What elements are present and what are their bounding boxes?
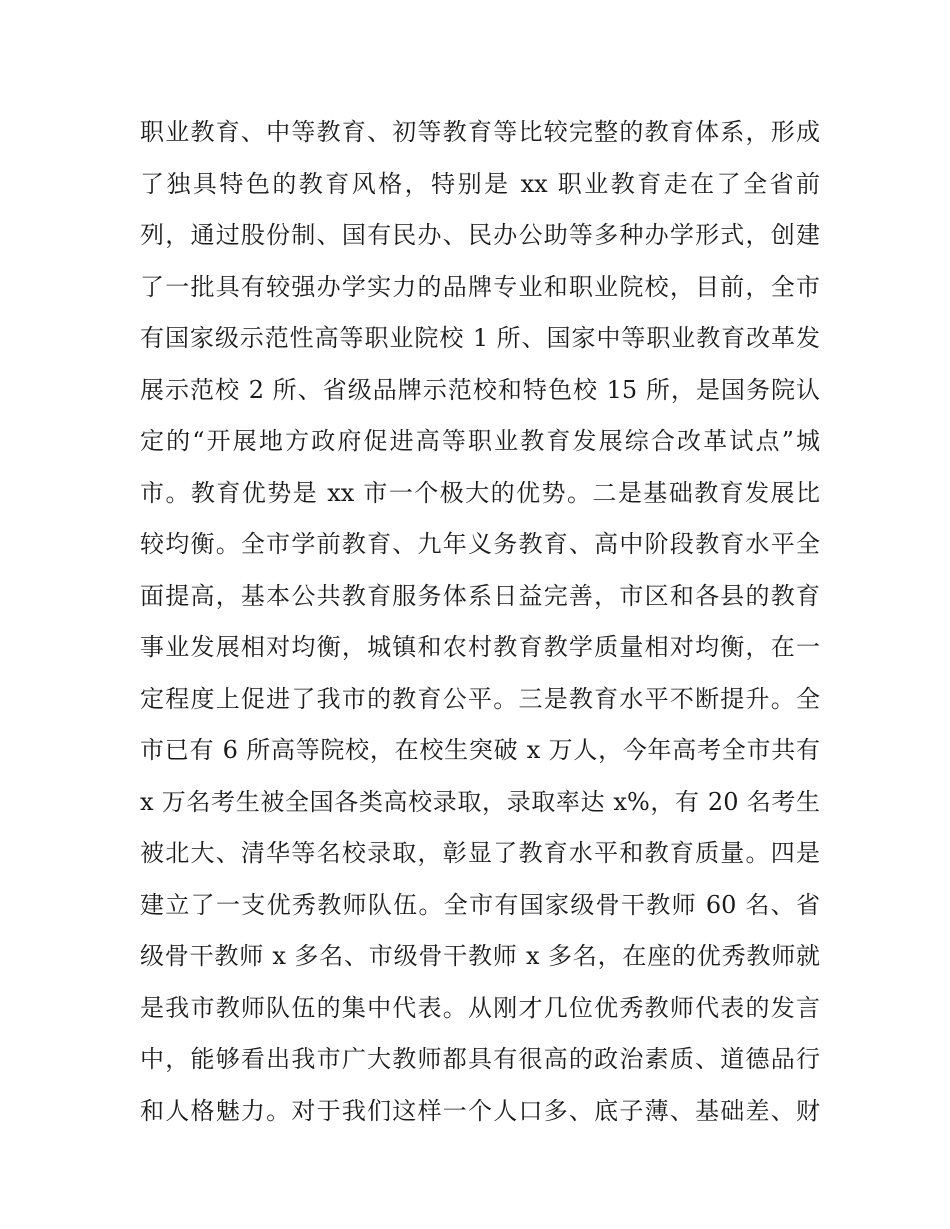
text-line-12: 定程度上促进了我市的教育公平。三是教育水平不断提升。全 (140, 684, 820, 713)
text-line-2: 了独具特色的教育风格，特别是 xx 职业教育走在了全省前 (140, 169, 820, 198)
text-line-18: 是我市教师队伍的集中代表。从刚才几位优秀教师代表的发言 (140, 993, 820, 1022)
text-line-14: x 万名考生被全国各类高校录取，录取率达 x%，有 20 名考生 (140, 787, 820, 816)
text-line-17: 级骨干教师 x 多名、市级骨干教师 x 多名，在座的优秀教师就 (140, 942, 820, 970)
text-line-10: 面提高，基本公共教育服务体系日益完善，市区和各县的教育 (140, 581, 820, 610)
text-line-3: 列，通过股份制、国有民办、民办公助等多种办学形式，创建 (140, 221, 820, 249)
text-line-15: 被北大、清华等名校录取，彰显了教育水平和教育质量。四是 (140, 839, 820, 867)
text-line-19: 中，能够看出我市广大教师都具有很高的政治素质、道德品行 (140, 1045, 820, 1073)
text-line-7: 定的“开展地方政府促进高等职业教育发展综合改革试点”城 (140, 427, 820, 455)
body-text (140, 107, 820, 1137)
text-line-5: 有国家级示范性高等职业院校 1 所、国家中等职业教育改革发 (140, 324, 820, 352)
text-line-1: 职业教育、中等教育、初等教育等比较完整的教育体系，形成 (140, 118, 820, 146)
text-line-13: 市已有 6 所高等院校，在校生突破 x 万人，今年高考全市共有 (140, 736, 820, 764)
text-line-16: 建立了一支优秀教师队伍。全市有国家级骨干教师 60 名、省 (140, 890, 820, 919)
text-line-9: 较均衡。全市学前教育、九年义务教育、高中阶段教育水平全 (140, 530, 820, 558)
text-line-4: 了一批具有较强办学实力的品牌专业和职业院校，目前，全市 (140, 272, 820, 301)
text-line-11: 事业发展相对均衡，城镇和农村教育教学质量相对均衡，在一 (140, 633, 820, 661)
text-line-20: 和人格魅力。对于我们这样一个人口多、底子薄、基础差、财 (140, 1096, 820, 1125)
text-line-8: 市。教育优势是 xx 市一个极大的优势。二是基础教育发展比 (140, 478, 820, 507)
text-line-6: 展示范校 2 所、省级品牌示范校和特色校 15 所，是国务院认 (140, 375, 820, 404)
